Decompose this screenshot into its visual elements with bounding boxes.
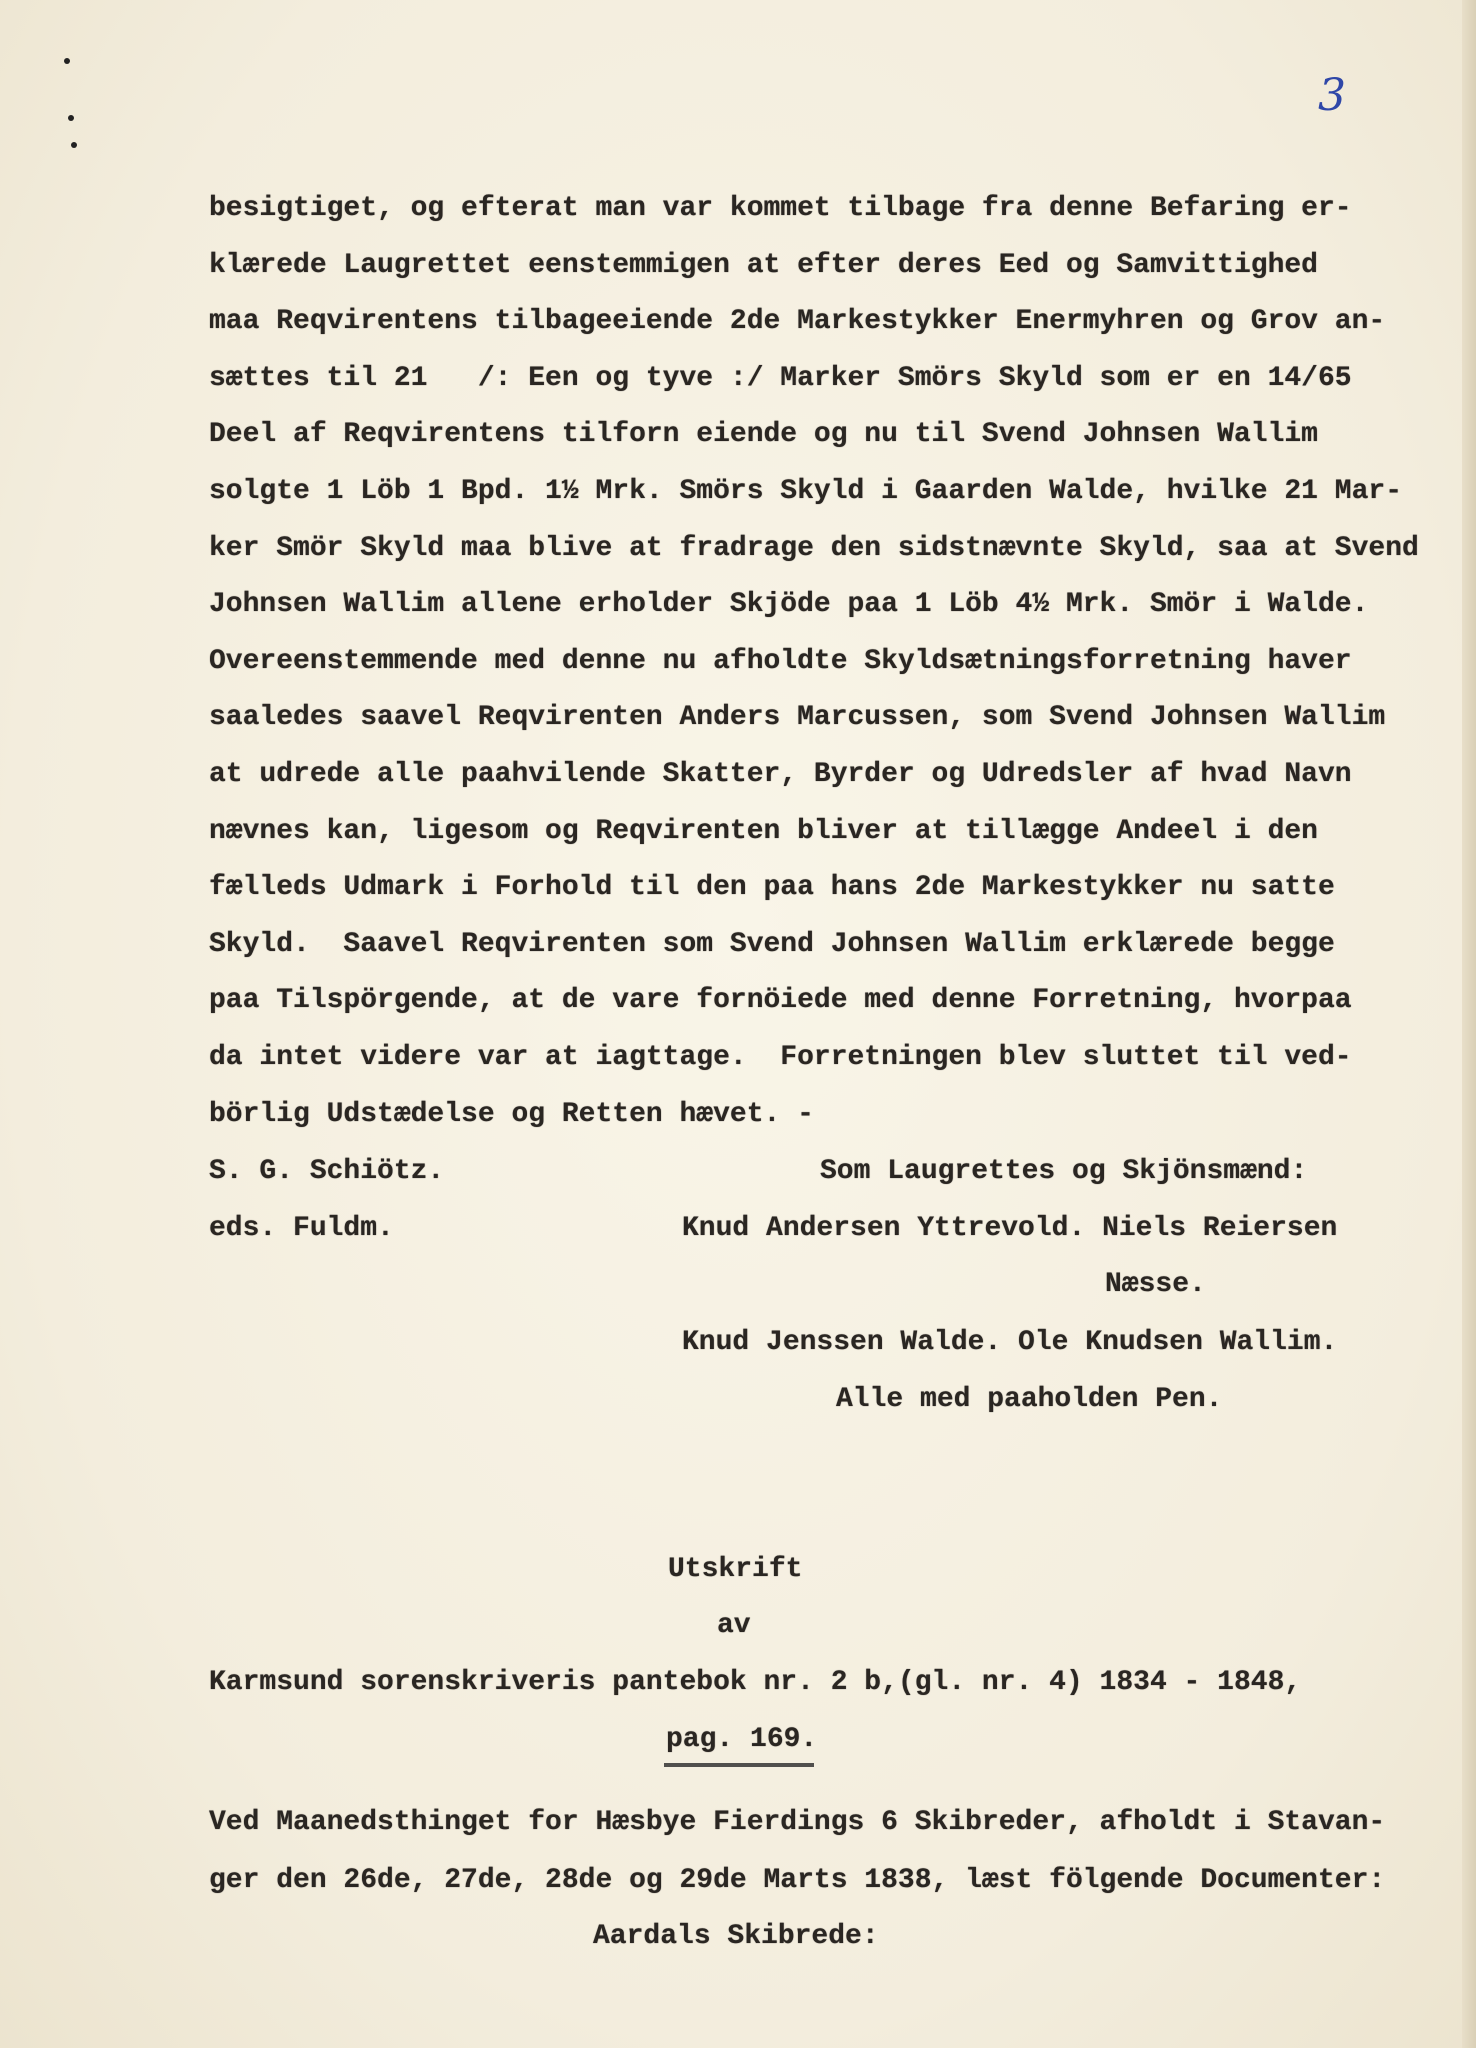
- body-line: Skyld. Saavel Reqvirenten som Svend Johnsen Wallim erklærede begge: [209, 928, 1335, 960]
- extract-source: Karmsund sorenskriveris pantebok nr. 2 b,(gl. nr. 4) 1834 - 1848,: [209, 1667, 1302, 1698]
- body-line: fælleds Udmark i Forhold til den paa hans 2de Markestykker nu satte: [209, 872, 1335, 904]
- extract-line-2: ger den 26de, 27de, 28de og 29de Marts 1838, læst fölgende Documenter:: [209, 1865, 1386, 1896]
- body-line: maa Reqvirentens tilbageeiende 2de Markestykker Enermyhren og Grov an-: [209, 306, 1386, 338]
- body-line: besigtiget, og efterat man var kommet tilbage fra denne Befaring er-: [209, 193, 1352, 224]
- handwritten-page-number: 3: [1318, 70, 1346, 121]
- body-line: börlig Udstædelse og Retten hævet. -: [209, 1098, 814, 1130]
- page-edge-shadow: [1462, 0, 1476, 2048]
- extract-page-ref: pag. 169.: [666, 1724, 818, 1755]
- extract-av: av: [717, 1610, 751, 1641]
- body-line: solgte 1 Löb 1 Bpd. 1½ Mrk. Smörs Skyld i Gaarden Walde, hvilke 21 Mar-: [209, 476, 1402, 507]
- body-line: at udrede alle paahvilende Skatter, Byrder og Udredsler af hvad Navn: [209, 759, 1352, 790]
- punch-mark: [68, 115, 74, 121]
- body-line: Johnsen Wallim allene erholder Skjöde paa 1 Löb 4½ Mrk. Smör i Walde.: [209, 589, 1369, 621]
- extract-title: Utskrift: [668, 1554, 803, 1585]
- extract-line-1: Ved Maanedsthinget for Hæsbye Fierdings 6 Skibreder, afholdt i Stavan-: [209, 1807, 1386, 1838]
- signature-right-3: Knud Jenssen Walde. Ole Knudsen Wallim.: [682, 1327, 1338, 1358]
- body-line: Overeenstemmende med denne nu afholdte Skyldsætningsforretning haver: [209, 645, 1352, 677]
- signature-right-2: Næsse.: [1105, 1269, 1206, 1300]
- body-line: ker Smör Skyld maa blive at fradrage den sidstnævnte Skyld, saa at Svend: [209, 532, 1419, 564]
- signature-heading: Som Laugrettes og Skjönsmænd:: [820, 1156, 1308, 1187]
- body-line: da intet videre var at iagttage. Forretningen blev sluttet til ved-: [209, 1042, 1352, 1073]
- body-line: sættes til 21 /: Een og tyve :/ Marker Smörs Skyld som er en 14/65: [209, 362, 1352, 394]
- body-line: Deel af Reqvirentens tilforn eiende og nu til Svend Johnsen Wallim: [209, 419, 1318, 451]
- signature-right-1: Knud Andersen Yttrevold. Niels Reiersen: [682, 1213, 1338, 1244]
- body-line: nævnes kan, ligesom og Reqvirenten bliver at tillægge Andeel i den: [209, 815, 1318, 847]
- signature-left-2: eds. Fuldm.: [209, 1213, 394, 1244]
- body-line: saaledes saavel Reqvirenten Anders Marcussen, som Svend Johnsen Wallim: [209, 702, 1386, 734]
- body-line: paa Tilspörgende, at de vare fornöiede med denne Forretning, hvorpaa: [209, 985, 1352, 1017]
- page-ref-underline: [664, 1763, 814, 1767]
- punch-mark: [64, 58, 70, 64]
- signature-left-1: S. G. Schiötz.: [209, 1156, 445, 1187]
- punch-mark: [71, 142, 77, 148]
- body-line: klærede Laugrettet eenstemmigen at efter deres Eed og Samvittighed: [209, 249, 1318, 281]
- extract-subheading: Aardals Skibrede:: [593, 1921, 879, 1952]
- signature-right-4: Alle med paaholden Pen.: [836, 1384, 1223, 1415]
